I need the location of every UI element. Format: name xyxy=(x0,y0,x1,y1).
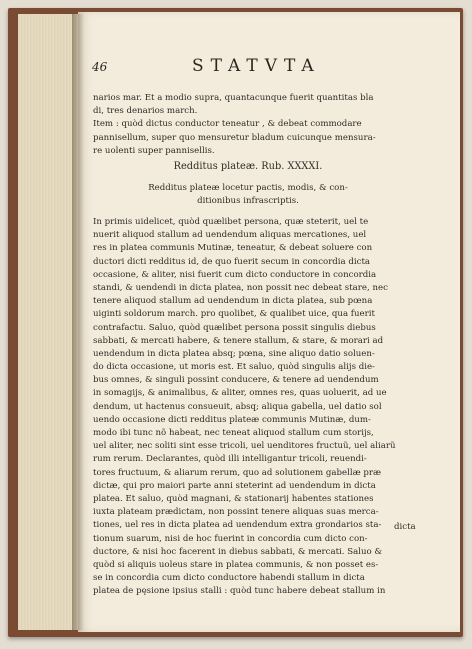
text-line: dictæ, qui pro maiori parte anni steterint ad uendendum in dicta xyxy=(93,480,376,491)
running-title: STATVTA xyxy=(192,56,321,76)
text-line: platea de pęsione ipsius stalli : quòd tunc habere debeat stallum in xyxy=(93,586,386,597)
text-line: sabbati, & mercati habere, & tenere stallum, & stare, & morari ad xyxy=(93,335,384,346)
text-line: uendendum in dicta platea absq; pœna, sine aliquo datio soluen- xyxy=(93,348,375,359)
text-line: ductori dicti redditus id, de quo fuerit secum in concordia dicta xyxy=(93,256,371,267)
text-line: dendum, ut hactenus consueuit, absq; aliqua gabella, uel datio sol xyxy=(93,401,382,412)
page-header xyxy=(92,56,392,78)
text-line: se in concordia cum dicto conductore habendi stallum in dicta xyxy=(93,573,365,584)
text-line: uel aliter, nec soliti sint esse tricoli, uel uenditores fructuũ, uel aliarũ xyxy=(93,441,396,452)
text-line: bus omnes, & singuli possint conducere, & tenere ad uendendum xyxy=(93,375,379,386)
top-paragraph xyxy=(93,92,403,158)
book-gutter xyxy=(72,14,84,630)
text-line: res in platea communis Mutinæ, teneatur, & debeat soluere con xyxy=(93,243,373,254)
text-line: contrafactu. Saluo, quòd quælibet persona possit singulis diebus xyxy=(93,322,376,333)
text-line: Item : quòd dictus conductor teneatur , & debeat commodare xyxy=(93,119,362,130)
text-line: quòd si aliquis uoleus stare in platea communis, & non posset es- xyxy=(93,559,379,570)
rubric-summary xyxy=(93,182,403,208)
text-line: pannisellum, super quo mensuretur bladum cuicunque mensura- xyxy=(93,132,376,143)
text-line: nuerit aliquod stallum ad uendendum aliquas mercationes, uel xyxy=(93,230,367,241)
text-line: occasione, & aliter, nisi fuerit cum dicto conductore in concordia xyxy=(93,269,377,280)
text-line: ductore, & nisi hoc facerent in diebus sabbati, & mercati. Saluo & xyxy=(93,546,383,557)
rubric-heading: Redditus plateæ. Rub. XXXXI. xyxy=(173,161,323,172)
text-line: do dicta occasione, ut moris est. Et saluo, quòd singulis alijs die- xyxy=(93,362,375,373)
text-line: re uolenti super pannisellis. xyxy=(93,145,215,156)
text-line: platea. Et saluo, quòd magnani, & stationarij habentes stationes xyxy=(93,493,374,504)
text-line: iuxta plateam prædictam, non possint tenere aliquas suas merca- xyxy=(93,507,379,518)
page-edges xyxy=(18,14,78,630)
text-line: tores fructuum, & aliarum rerum, quo ad solutionem gabellæ præ xyxy=(93,467,382,478)
text-line: tionum suarum, nisi de hoc fuerint in concordia cum dicto con- xyxy=(93,533,368,544)
text-line: rum rerum. Declarantes, quòd illi intelligantur tricoli, reuendi- xyxy=(93,454,367,465)
text-line: uiginti soldorum march. pro quolibet, & qualibet uice, qua fuerit xyxy=(93,309,375,320)
text-line: narios mar. Et a modio supra, quantacunque fuerit quantitas bla xyxy=(93,93,374,103)
text-line: In primis uidelicet, quòd quælibet persona, quæ steterit, uel te xyxy=(93,217,369,227)
catchword: dicta xyxy=(394,522,416,532)
text-line: uendo occasione dicti redditus plateæ communis Mutinæ, dum- xyxy=(93,414,371,425)
text-line: tenere aliquod stallum ad uendendum in dicta platea, sub pœna xyxy=(93,296,373,307)
text-line: modo ibi tunc nõ habeat, nec teneat aliquod stallum cum storijs, xyxy=(93,428,374,438)
text-line: in somagijs, & animalibus, & aliter, omnes res, quas uoluerit, ad ue xyxy=(93,388,387,399)
page-number: 46 xyxy=(92,60,108,74)
summary-line: ditionibus infrascriptis. xyxy=(197,196,299,207)
text-line: tiones, uel res in dicta platea ad uendendum extra grondarios sta- xyxy=(93,520,382,531)
summary-line: Redditus plateæ locetur pactis, modis, & con- xyxy=(148,183,348,193)
body-paragraph xyxy=(93,216,403,598)
text-line: standi, & uendendi in dicta platea, non possit nec debeat stare, nec xyxy=(93,282,388,293)
text-line: di, tres denarios march. xyxy=(93,106,198,117)
